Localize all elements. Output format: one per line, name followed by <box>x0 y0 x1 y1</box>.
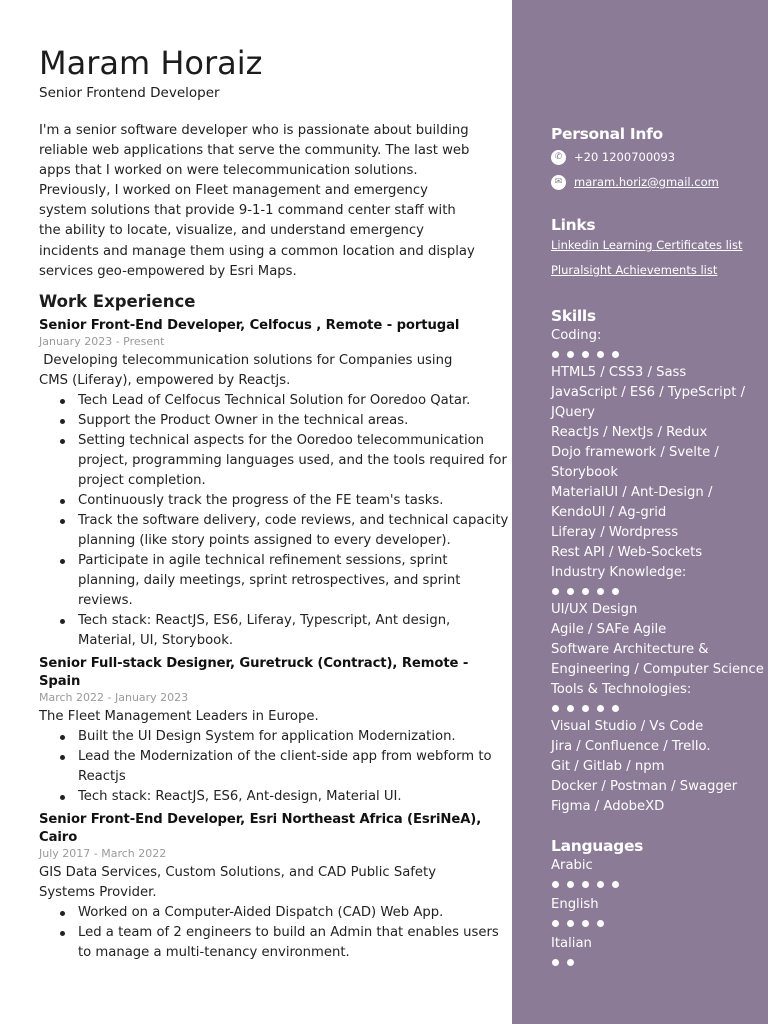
job-entry <box>39 317 512 651</box>
level-dot <box>612 881 619 888</box>
skills-heading: Skills <box>551 307 596 325</box>
job-bullet: Continuously track the progress of the FE team's tasks. <box>78 491 512 511</box>
skill-item: Liferay / Wordpress <box>551 525 679 540</box>
job-bullet: Lead the Modernization of the client-side app from webform to Reactjs <box>78 747 512 787</box>
skill-category: Coding: <box>551 328 602 343</box>
skill-level-dots <box>552 346 768 362</box>
level-dot <box>552 881 559 888</box>
skill-item: UI/UX Design <box>551 602 638 617</box>
level-dot <box>597 588 604 595</box>
skills-list <box>551 326 768 817</box>
level-dot <box>612 351 619 358</box>
level-dot <box>567 920 574 927</box>
job-entry <box>39 811 512 963</box>
level-dot <box>552 959 559 966</box>
skill-item: Jira / Confluence / Trello. <box>551 739 711 754</box>
skill-item: HTML5 / CSS3 / Sass <box>551 365 687 380</box>
skill-item: Agile / SAFe Agile <box>551 622 667 637</box>
person-name: Maram Horaiz <box>39 44 263 82</box>
envelope-icon: ✉ <box>551 175 566 190</box>
job-title: Senior Full-stack Designer, Guretruck (Contract), Remote - Spain <box>39 655 469 689</box>
job-title-header: Senior Frontend Developer <box>39 85 220 101</box>
skill-item: Figma / AdobeXD <box>551 799 665 814</box>
skill-category: Tools & Technologies: <box>551 682 692 697</box>
skill-item: Software Architecture & Engineering / Computer Science <box>551 642 764 677</box>
email-row <box>551 174 768 190</box>
work-experience-heading: Work Experience <box>39 291 196 311</box>
job-bullets <box>39 727 512 807</box>
level-dot <box>612 705 619 712</box>
job-bullets <box>39 903 512 963</box>
languages-heading: Languages <box>551 837 644 855</box>
level-dot <box>567 959 574 966</box>
level-dot <box>582 881 589 888</box>
skill-category: Industry Knowledge: <box>551 565 687 580</box>
level-dot <box>597 351 604 358</box>
skill-item: Visual Studio / Vs Code <box>551 719 704 734</box>
job-bullet: Built the UI Design System for application Modernization. <box>78 727 512 747</box>
level-dot <box>552 351 559 358</box>
level-dot <box>567 705 574 712</box>
job-bullet: Tech stack: ReactJS, ES6, Ant-design, Material UI. <box>78 787 512 807</box>
level-dot <box>567 588 574 595</box>
job-bullet: Setting technical aspects for the Ooredoo telecommunication project, programming languages used, and the tools required for project completion. <box>78 431 512 491</box>
skill-item: MaterialUI / Ant-Design / KendoUI / Ag-grid <box>551 485 713 520</box>
job-description: Developing telecommunication solutions for Companies using CMS (Liferay), empowered by Reactjs. <box>39 352 457 388</box>
skill-item: Docker / Postman / Swagger <box>551 779 738 794</box>
summary-paragraph: I'm a senior software developer who is passionate about building reliable web applications that serve the community. The last web apps that I worked on were telecommunication solutions. Previously, I worked on Fleet management and emergency system solutions that provide 9-1-1 command center staff with the ability to locate, visualize, and understand emergency incidents and manage them using a common location and display services geo-empowered by Esri Maps. <box>39 123 475 279</box>
level-dot <box>552 920 559 927</box>
profile-link[interactable]: Pluralsight Achievements list <box>551 263 718 277</box>
level-dot <box>582 351 589 358</box>
level-dot <box>567 881 574 888</box>
level-dot <box>597 920 604 927</box>
language-name: Arabic <box>551 858 593 873</box>
job-description: The Fleet Management Leaders in Europe. <box>39 708 319 724</box>
job-bullets <box>39 391 512 651</box>
language-name: Italian <box>551 936 592 951</box>
language-level-dots <box>552 876 768 892</box>
language-level-dots <box>552 915 768 931</box>
job-list <box>39 317 512 963</box>
phone-number: +20 1200700093 <box>574 150 676 164</box>
skill-item: Dojo framework / Svelte / Storybook <box>551 445 719 480</box>
level-dot <box>597 881 604 888</box>
skill-item: Git / Gitlab / npm <box>551 759 665 774</box>
phone-icon: ✆ <box>551 150 566 165</box>
job-bullet: Track the software delivery, code reviews, and technical capacity planning (like story points assigned to every developer). <box>78 511 512 551</box>
job-dates: July 2017 - March 2022 <box>39 846 167 860</box>
job-bullet: Participate in agile technical refinement sessions, sprint planning, daily meetings, sprint retrospectives, and sprint reviews. <box>78 551 512 611</box>
level-dot <box>612 588 619 595</box>
job-bullet: Tech stack: ReactJS, ES6, Liferay, Typescript, Ant design, Material, UI, Storybook. <box>78 611 512 651</box>
level-dot <box>552 705 559 712</box>
level-dot <box>552 588 559 595</box>
level-dot <box>582 588 589 595</box>
sidebar <box>512 0 768 1024</box>
skill-item: ReactJs / NextJs / Redux <box>551 425 708 440</box>
job-bullet: Tech Lead of Celfocus Technical Solution for Ooredoo Qatar. <box>78 391 512 411</box>
job-bullet: Support the Product Owner in the technical areas. <box>78 411 512 431</box>
links-list <box>551 237 768 278</box>
job-dates: March 2022 - January 2023 <box>39 690 189 704</box>
job-title: Senior Front-End Developer, Esri Northeast Africa (EsriNeA), Cairo <box>39 811 482 845</box>
personal-info-heading: Personal Info <box>551 125 663 143</box>
skill-item: Rest API / Web-Sockets <box>551 545 703 560</box>
links-heading: Links <box>551 216 596 234</box>
language-level-dots <box>552 954 768 970</box>
job-title: Senior Front-End Developer, Celfocus , Remote - portugal <box>39 317 460 333</box>
skill-level-dots <box>552 700 768 716</box>
job-bullet: Worked on a Computer-Aided Dispatch (CAD) Web App. <box>78 903 512 923</box>
job-bullet: Led a team of 2 engineers to build an Admin that enables users to manage a multi-tenancy environment. <box>78 923 512 963</box>
phone-row <box>551 149 768 165</box>
languages-list <box>551 856 768 970</box>
skill-level-dots <box>552 583 768 599</box>
level-dot <box>582 705 589 712</box>
email-link[interactable]: maram.horiz@gmail.com <box>574 175 719 189</box>
level-dot <box>582 920 589 927</box>
level-dot <box>567 351 574 358</box>
job-description: GIS Data Services, Custom Solutions, and CAD Public Safety Systems Provider. <box>39 864 441 900</box>
level-dot <box>597 705 604 712</box>
job-entry <box>39 655 512 807</box>
job-dates: January 2023 - Present <box>39 334 165 348</box>
language-name: English <box>551 897 599 912</box>
profile-link[interactable]: Linkedin Learning Certificates list <box>551 238 743 252</box>
skill-item: JavaScript / ES6 / TypeScript / JQuery <box>551 385 746 420</box>
